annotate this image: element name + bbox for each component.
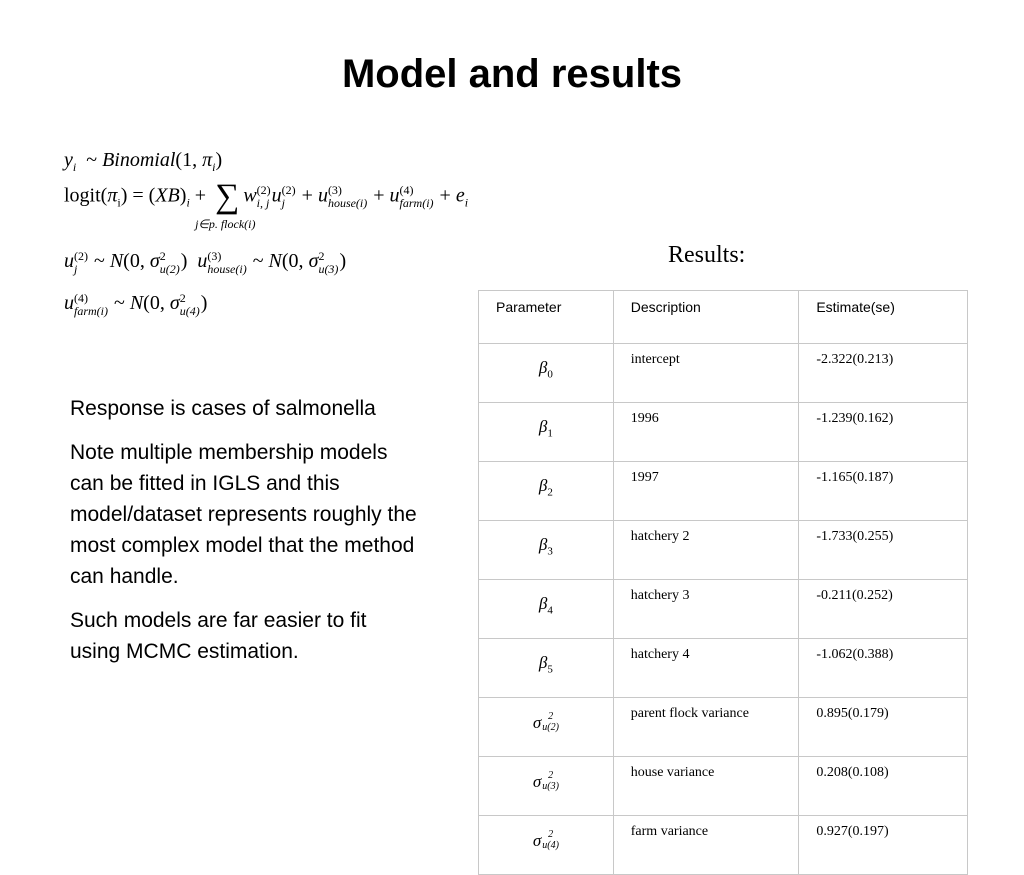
table-row	[479, 580, 968, 639]
description-cell: farm variance	[613, 816, 799, 875]
table-header-row	[479, 291, 968, 344]
estimate-cell: -1.733(0.255)	[799, 521, 968, 580]
equation-u4: u (4) farm(i) ~ N(0, σ 2 u(4) )	[64, 291, 208, 318]
param-sigma-u3: σ 2 u(3)	[479, 757, 614, 816]
note-multiple-membership: Note multiple membership models can be fitted in IGLS and this model/dataset represents roughly the most complex model that the method can handle.	[70, 441, 417, 588]
table-row	[479, 462, 968, 521]
param-beta3: $\beta_3$	[479, 521, 614, 580]
sum-symbol: ∑ j∈p. flock(i)	[195, 178, 256, 231]
table-row	[479, 757, 968, 816]
estimate-cell: 0.895(0.179)	[799, 698, 968, 757]
description-cell: 1996	[613, 403, 799, 462]
table-row	[479, 403, 968, 462]
table-row	[479, 698, 968, 757]
param-beta1: $\beta_1$	[479, 403, 614, 462]
param-beta0: $\beta_0$	[479, 344, 614, 403]
note-mcmc: Such models are far easier to fit using MCMC estimation.	[70, 609, 367, 663]
description-cell: house variance	[613, 757, 799, 816]
estimate-cell: -2.322(0.213)	[799, 344, 968, 403]
param-sigma-u4: σ 2 u(4)	[479, 816, 614, 875]
description-cell: hatchery 3	[613, 580, 799, 639]
estimate-cell: -0.211(0.252)	[799, 580, 968, 639]
table-row	[479, 816, 968, 875]
notes-text	[70, 393, 420, 680]
header-estimate: Estimate(se)	[799, 291, 968, 344]
estimate-cell: -1.239(0.162)	[799, 403, 968, 462]
table-row	[479, 639, 968, 698]
description-cell: hatchery 2	[613, 521, 799, 580]
table-row	[479, 521, 968, 580]
estimate-cell: -1.062(0.388)	[799, 639, 968, 698]
equation-binomial: $y_i$ ~ Binomial(1, $\pi_i$)	[64, 149, 223, 174]
param-sigma-u2: σ 2 u(2)	[479, 698, 614, 757]
slide-title: Model and results	[341, 52, 683, 96]
param-beta2: $\beta_2$	[479, 462, 614, 521]
description-cell: 1997	[613, 462, 799, 521]
estimate-cell: 0.208(0.108)	[799, 757, 968, 816]
table-row	[479, 344, 968, 403]
equation-logit: $logit(\pi_i) = (XB)_i$ + ∑ j∈p. flock(i) w (2) i, j u (2) j + u (3) house(i) + u (4) farm(i) + $e_i$	[64, 178, 469, 231]
description-cell: hatchery 4	[613, 639, 799, 698]
description-cell: intercept	[613, 344, 799, 403]
param-beta5: $\beta_5$	[479, 639, 614, 698]
estimate-cell: 0.927(0.197)	[799, 816, 968, 875]
description-cell: parent flock variance	[613, 698, 799, 757]
header-parameter: Parameter	[479, 291, 614, 344]
note-response: Response is cases of salmonella	[70, 397, 376, 420]
equation-u2-u3: u (2) j ~ N(0, σ 2 u(2) ) u (3) house(i) ~ N(0, σ 2 u(3) )	[64, 249, 347, 276]
estimate-cell: -1.165(0.187)	[799, 462, 968, 521]
results-table	[478, 290, 968, 875]
header-description: Description	[613, 291, 799, 344]
param-beta4: $\beta_4$	[479, 580, 614, 639]
results-label: Results:	[668, 242, 746, 268]
